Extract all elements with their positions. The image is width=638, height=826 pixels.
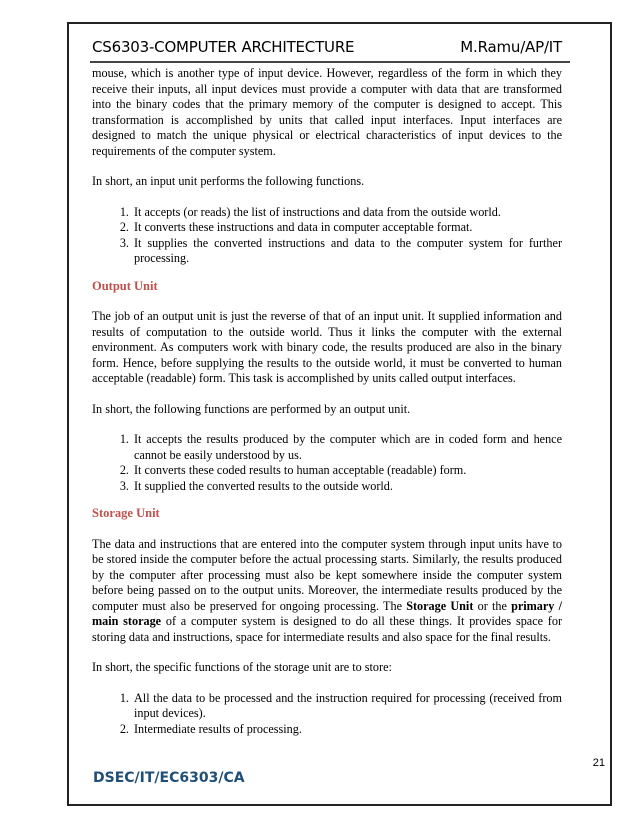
input-functions-list	[92, 205, 562, 267]
list-item: 2. It converts these instructions and data in computer acceptable format.	[132, 220, 562, 236]
storage-unit-heading: Storage Unit	[92, 506, 160, 520]
list-item: 2. Intermediate results of processing.	[132, 722, 562, 738]
bold-storage-unit: Storage Unit	[406, 598, 474, 613]
storage-unit-paragraph: The data and instructions that are entered into the computer system through input units have to be stored inside the computer before the actual processing starts. Similarly, the results produced by the computer after processing must also be kept somewhere inside the computer system before being passed on to the output units. Moreover, the intermediate results produced by the computer must also be preserved for ongoing processing. The Storage Unit or the primary / main storage of a computer system is designed to do all these things. It provides space for storing data and instructions, space for intermediate results and also space for the final results.	[92, 536, 562, 644]
output-summary: In short, the following functions are performed by an output unit.	[92, 401, 411, 416]
list-item: 1. All the data to be processed and the instruction required for processing (received from input devices).	[132, 691, 562, 722]
output-unit-paragraph: The job of an output unit is just the reverse of that of an input unit. It supplied information and results of computation to the outside world. Thus it links the computer with the external environment. As computers work with binary code, the results produced are also in the binary form. Hence, before supplying the results to the outside world, it must be converted to human acceptable (readable) form. This task is accomplished by units called output interfaces.	[92, 309, 562, 385]
output-functions-list	[92, 432, 562, 494]
course-title: CS6303-COMPUTER ARCHITECTURE	[92, 38, 355, 56]
document-body	[92, 66, 562, 737]
list-item: 1. It accepts (or reads) the list of instructions and data from the outside world.	[132, 205, 562, 221]
output-unit-heading: Output Unit	[92, 278, 158, 293]
header-divider	[90, 61, 570, 63]
bold-primary-storage: primary / main storage	[92, 598, 562, 628]
list-item: 1. It accepts the results produced by the computer which are in coded form and hence cannot be easily understood by us.	[132, 432, 562, 463]
list-item: 3. It supplies the converted instructions and data to the computer system for further processing.	[132, 236, 562, 267]
input-summary: In short, an input unit performs the following functions.	[92, 174, 365, 188]
intro-paragraph: mouse, which is another type of input device. However, regardless of the form in which they receive their inputs, all input devices must provide a computer with data that are transformed into the binary codes that the primary memory of the computer is designed to accept. This transformation is accomplished by units that called input interfaces. Input interfaces are designed to match the unique physical or electrical characteristics of input devices to the requirements of the computer system.	[92, 66, 562, 158]
footer-code: DSEC/IT/EC6303/CA	[93, 770, 245, 786]
storage-summary: In short, the specific functions of the storage unit are to store:	[92, 660, 392, 674]
list-item: 2. It converts these coded results to human acceptable (readable) form.	[132, 463, 562, 479]
author: M.Ramu/AP/IT	[460, 38, 562, 56]
storage-functions-list	[92, 691, 562, 738]
page-number: 21	[592, 757, 605, 769]
page-header	[92, 38, 562, 56]
list-item: 3. It supplied the converted results to the outside world.	[132, 479, 562, 495]
